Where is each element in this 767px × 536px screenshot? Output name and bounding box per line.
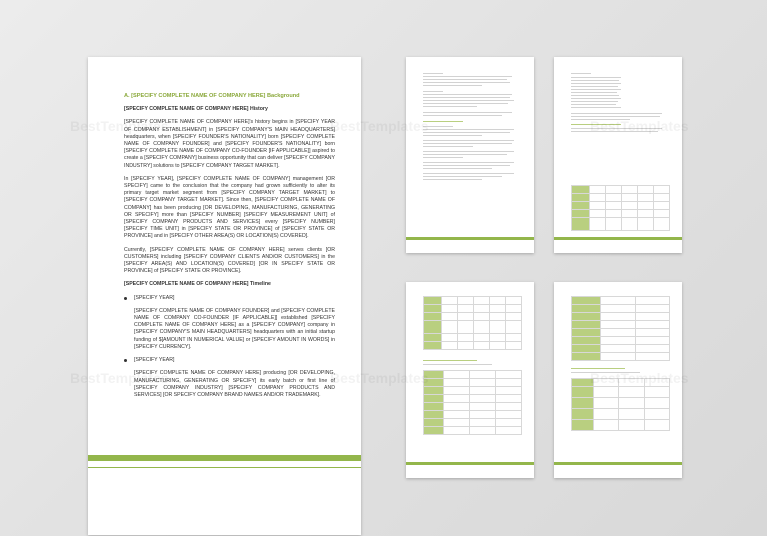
- thumbnail-text-block: [423, 358, 522, 367]
- section-title: A. [SPECIFY COMPLETE NAME OF COMPANY HERE] Background: [124, 93, 300, 99]
- document-body: [124, 93, 335, 399]
- timeline-year: [SPECIFY YEAR]: [134, 294, 175, 301]
- thumbnail-table: [571, 185, 670, 231]
- timeline-item: [124, 295, 335, 351]
- thumbnail-table: [423, 370, 522, 435]
- history-heading: [SPECIFY COMPLETE NAME OF COMPANY HERE] History: [124, 106, 268, 113]
- watermark-text: BestTemplates: [330, 370, 429, 386]
- history-paragraph-3: Currently, [SPECIFY COMPLETE NAME OF COMPANY HERE] serves clients [OR CUSTOMERS] including [SPECIFY COMPANY CLIENTS AND/OR CUSTOMERS] in the [SPECIFY AREA(S) AND LOCATION(S) COVERED] [OR IN SPECIFY STATE OR PROVINCE] of [SPECIFY STATE OR PROVINCE].: [124, 246, 335, 275]
- thumbnail-page-2: [554, 57, 682, 253]
- watermark-text: BestTemplates: [330, 118, 429, 134]
- timeline-year: [SPECIFY YEAR]: [134, 357, 175, 364]
- thumbnail-table: [423, 296, 522, 350]
- thumbnail-footer-bar: [406, 237, 534, 240]
- footer-bar: [88, 455, 361, 461]
- watermark-text: BestTemplates: [70, 370, 169, 386]
- watermark-text: BestTemplates: [590, 118, 689, 134]
- timeline-text: [SPECIFY COMPLETE NAME OF COMPANY HERE] producing [OR DEVELOPING, MANUFACTURING, GENERATING OR SPECIFY] its early batch or first line of [SPECIFY COMPANY INDUSTRY] [SPECIFY COMPANY PRODUCTS AND SERVICES] [OR SPECIFY COMPANY BRAND NAMES AND/OR TRADEMARK].: [134, 370, 335, 398]
- thumbnail-footer-bar: [406, 462, 534, 465]
- timeline-text: [SPECIFY COMPLETE NAME OF COMPANY FOUNDER] and [SPECIFY COMPLETE NAME OF COMPANY CO-FOUNDER [IF APPLICABLE]] established [SPECIFY COMPLETE NAME OF COMPANY HERE] as a [SPECIFY COMPANY] company in [SPECIFY COMPANY'S MAIN HEADQUARTERS] headquarters with an initial startup funding of $[AMOUNT IN NUMERICAL VALUE] or [SPECIFY AMOUNT IN WORDS] in [SPECIFY CURRENCY].: [134, 307, 335, 350]
- timeline-heading: [SPECIFY COMPLETE NAME OF COMPANY HERE] Timeline: [124, 281, 271, 288]
- watermark-text: BestTemplates: [590, 370, 689, 386]
- thumbnail-page-1: [406, 57, 534, 253]
- footer-line: [88, 467, 361, 468]
- history-paragraph-2: In [SPECIFY YEAR], [SPECIFY COMPLETE NAME OF COMPANY] management [OR SPECIFY] came to the conclusion that the company had grown sufficiently to alter its primary target market segment from [SPECIFY COMPANY TARGET MARKET] to [SPECIFY COMPANY TARGET MARKET]. Since then, [SPECIFY COMPLETE NAME OF COMPANY] has been producing [OR DEVELOPING, MANUFACTURING, GENERATING OR SPECIFY] more than [SPECIFY NUMBER] [SPECIFY MEASUREMENT UNIT] of [SPECIFY COMPANY PRODUCTS AND SERVICES] every [SPECIFY NUMBER] [SPECIFY TIME UNIT] in [SPECIFY STATE OR PROVINCE] of [SPECIFY STATE OR PROVINCE] and in [SPECIFY OTHER AREA(S) OR LOCATION(S) COVERED].: [124, 175, 335, 240]
- watermark-text: BestTemplates: [70, 118, 169, 134]
- thumbnail-table: [571, 296, 670, 361]
- thumbnail-text-block: [423, 71, 522, 182]
- history-paragraph-1: [SPECIFY COMPLETE NAME OF COMPANY HERE]'s history begins in [SPECIFY YEAR OF COMPANY ESTABLISHMENT] in [SPECIFY COMPANY'S MAIN HEADQUARTERS] headquarters, when [SPECIFY FOUNDER'S NATIONALITY] born [SPECIFY COMPLETE NAME OF COMPANY FOUNDER] and [SPECIFY FOUNDER'S NATIONALITY] born [SPECIFY COMPLETE NAME OF COMPANY CO-FOUNDER [IF APPLICABLE]] aspired to create a [SPECIFY COMPANY] business opportunity that can deliver [SPECIFY COMPANY INDUSTRY] solutions to [SPECIFY COMPANY TARGET MARKET].: [124, 119, 335, 169]
- thumbnail-footer-bar: [554, 462, 682, 465]
- thumbnail-footer-bar: [554, 237, 682, 240]
